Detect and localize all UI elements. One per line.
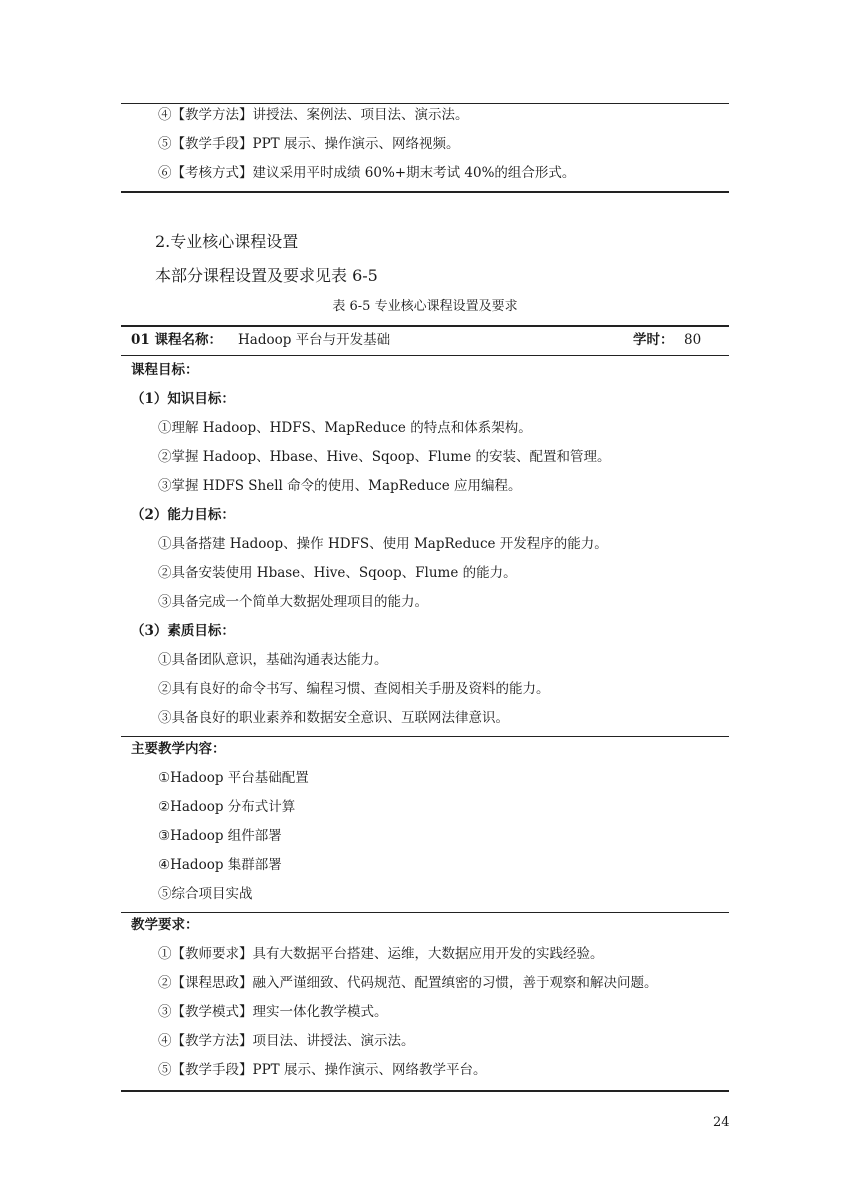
- req-item-4: ④【教学方法】项目法、讲授法、演示法。: [158, 1033, 415, 1049]
- content-title: 主要教学内容：: [131, 741, 226, 757]
- course-name: Hadoop 平台与开发基础: [238, 332, 391, 348]
- goals-title: 课程目标：: [131, 362, 199, 378]
- content-item-2: ②Hadoop 分布式计算: [158, 799, 296, 815]
- prev-table-bottom-rule: [121, 191, 729, 193]
- req-item-5: ⑤【教学手段】PPT 展示、操作演示、网络教学平台。: [158, 1062, 487, 1078]
- content-item-4: ④Hadoop 集群部署: [158, 857, 282, 873]
- content-item-3: ③Hadoop 组件部署: [158, 828, 282, 844]
- knowledge-item-3: ③掌握 HDFS Shell 命令的使用、MapReduce 应用编程。: [158, 478, 522, 494]
- section-heading: 2.专业核心课程设置: [155, 232, 299, 251]
- quality-item-1: ①具备团队意识，基础沟通表达能力。: [158, 652, 388, 668]
- content-item-1: ①Hadoop 平台基础配置: [158, 770, 309, 786]
- quality-title: （3）素质目标：: [131, 623, 235, 639]
- content-item-5: ⑤综合项目实战: [158, 886, 253, 902]
- row-rule-1: [121, 355, 729, 356]
- req-item-1: ①【教师要求】具有大数据平台搭建、运维，大数据应用开发的实践经验。: [158, 946, 604, 962]
- req-item-2: ②【课程思政】融入严谨细致、代码规范、配置缜密的习惯，善于观察和解决问题。: [158, 975, 658, 991]
- table-bottom-rule: [121, 1090, 729, 1092]
- prev-item-5: ⑤【教学手段】PPT 展示、操作演示、网络视频。: [158, 136, 460, 152]
- page-number: 24: [713, 1115, 730, 1130]
- ability-item-1: ①具备搭建 Hadoop、操作 HDFS、使用 MapReduce 开发程序的能力。: [158, 536, 608, 552]
- course-label: 01 课程名称：: [131, 332, 222, 348]
- hours-value: 80: [684, 332, 702, 348]
- table-caption: 表 6-5 专业核心课程设置及要求: [332, 299, 518, 314]
- quality-item-2: ②具有良好的命令书写、编程习惯、查阅相关手册及资料的能力。: [158, 681, 550, 697]
- knowledge-item-1: ①理解 Hadoop、HDFS、MapReduce 的特点和体系架构。: [158, 420, 532, 436]
- prev-table-top-rule: [121, 103, 729, 104]
- ability-item-3: ③具备完成一个简单大数据处理项目的能力。: [158, 594, 428, 610]
- row-rule-2: [121, 736, 729, 737]
- req-title: 教学要求：: [131, 917, 199, 933]
- knowledge-title: （1）知识目标：: [131, 391, 235, 407]
- ability-title: （2）能力目标：: [131, 507, 235, 523]
- prev-item-6: ⑥【考核方式】建议采用平时成绩 60%+期末考试 40%的组合形式。: [158, 165, 576, 181]
- section-intro: 本部分课程设置及要求见表 6-5: [155, 266, 378, 285]
- req-item-3: ③【教学模式】理实一体化教学模式。: [158, 1004, 388, 1020]
- prev-item-4: ④【教学方法】讲授法、案例法、项目法、演示法。: [158, 107, 469, 123]
- row-rule-3: [121, 912, 729, 913]
- quality-item-3: ③具备良好的职业素养和数据安全意识、互联网法律意识。: [158, 710, 509, 726]
- table-top-rule: [121, 325, 729, 327]
- hours-label: 学时：: [633, 332, 674, 348]
- knowledge-item-2: ②掌握 Hadoop、Hbase、Hive、Sqoop、Flume 的安装、配置和管理。: [158, 449, 611, 465]
- ability-item-2: ②具备安装使用 Hbase、Hive、Sqoop、Flume 的能力。: [158, 565, 517, 581]
